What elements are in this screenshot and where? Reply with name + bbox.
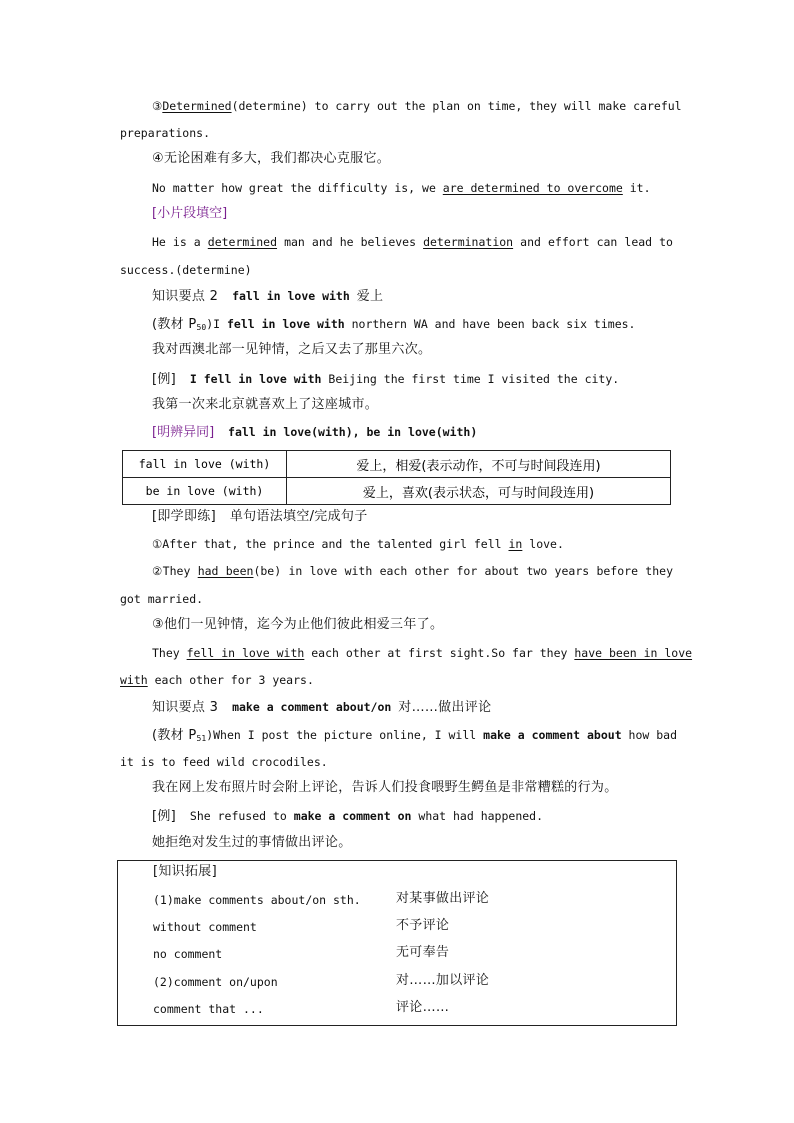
answer-with: with — [120, 673, 148, 687]
item-number: ③ — [152, 99, 163, 113]
expansion-label: [知识拓展] — [153, 864, 217, 879]
expansion-item-en: (1)make comments about/on sth. — [153, 893, 361, 907]
sentence-3-cont: preparations. — [120, 126, 211, 140]
textbook-example-3-cont: it is to feed wild crocodiles. — [120, 755, 328, 769]
sentence-3 — [152, 98, 682, 114]
example-3: [例] She refused to make a comment on what had happened. — [152, 809, 544, 824]
expansion-item-en: (2)comment on/upon — [153, 975, 278, 989]
expansion-item-cn: 对某事做出评论 — [396, 891, 490, 906]
practice-q2: ②They had been(be) in love with each other for about two years before they — [152, 564, 673, 578]
comparison-table — [122, 450, 671, 505]
answer-determined: Determined — [162, 99, 232, 113]
table-cell-meaning: 爱上，喜欢(表示状态，可与时间段连用) — [287, 478, 671, 505]
example-3-cn: 她拒绝对发生过的事情做出评论。 — [152, 835, 352, 850]
expansion-item-en: no comment — [153, 947, 223, 961]
textbook-example-2-cn: 我对西澳北部一见钟情，之后又去了那里六次。 — [152, 342, 432, 357]
answer-determination: determination — [423, 235, 514, 249]
table-row — [123, 451, 671, 478]
practice-q3-cn: ③他们一见钟情，迄今为止他们彼此相爱三年了。 — [152, 617, 444, 632]
mini-fill-cont: success.(determine) — [120, 263, 252, 277]
practice-q2-cont: got married. — [120, 592, 204, 606]
sentence-4-cn: ④无论困难有多大，我们都决心克服它。 — [152, 151, 391, 166]
textbook-example-2: (教材 $P_{50})I$ fell in love with northern WA and have been back six times. — [152, 317, 636, 332]
distinguish-heading: [明辨异同] fall in love(with), be in love(with) — [152, 425, 478, 440]
answer-had-been: had been — [197, 564, 254, 578]
example-2: [例] I fell in love with Beijing the first time I visited the city. — [152, 372, 620, 387]
expansion-item-en: without comment — [153, 920, 257, 934]
example-2-cn: 我第一次来北京就喜欢上了这座城市。 — [152, 397, 379, 412]
expansion-item-cn: 评论…… — [396, 1000, 450, 1015]
table-row — [123, 478, 671, 505]
sentence-text: (determine) to carry out the plan on time, they will make careful — [231, 99, 682, 113]
answer-are-determined: are determined to overcome — [442, 181, 623, 195]
answer-in: in — [508, 537, 523, 551]
answer-have-been-in-love: have been in love — [574, 646, 693, 660]
knowledge-point-2-heading: 知识要点 2 fall in love with 爱上 — [152, 289, 384, 304]
mini-fill-sentence: He is a determined man and he believes determination and effort can lead to — [152, 235, 673, 249]
mini-fill-label: [小片段填空] — [152, 206, 228, 221]
textbook-example-3-cn: 我在网上发布照片时会附上评论，告诉人们投食喂野生鳄鱼是非常糟糕的行为。 — [152, 780, 618, 795]
practice-q3-en: They fell in love with each other at first sight.So far they have been in love — [152, 646, 693, 660]
textbook-example-3: (教材 $P_{51})When$ I post the picture online, I will make a comment about how bad — [152, 728, 678, 743]
knowledge-point-3-heading: 知识要点 3 make a comment about/on 对……做出评论 — [152, 700, 492, 715]
expansion-item-cn: 对……加以评论 — [396, 973, 490, 988]
expansion-item-en: comment that ... — [153, 1002, 264, 1016]
sentence-4-en: No matter how great the difficulty is, we are determined to overcome it. — [152, 181, 651, 195]
practice-q3-cont: with each other for 3 years. — [120, 673, 314, 687]
table-cell-phrase: be in love (with) — [123, 478, 287, 505]
table-cell-phrase: fall in love (with) — [123, 451, 287, 478]
knowledge-expansion-box — [117, 860, 677, 1026]
expansion-item-cn: 不予评论 — [396, 918, 450, 933]
table-cell-meaning: 爱上，相爱(表示动作，不可与时间段连用) — [287, 451, 671, 478]
answer-determined-2: determined — [207, 235, 278, 249]
expansion-item-cn: 无可奉告 — [396, 945, 450, 960]
practice-heading: [即学即练] 单句语法填空/完成句子 — [152, 509, 368, 524]
practice-q1: ①After that, the prince and the talented girl fell in love. — [152, 537, 564, 551]
answer-fell-in-love-with: fell in love with — [186, 646, 305, 660]
